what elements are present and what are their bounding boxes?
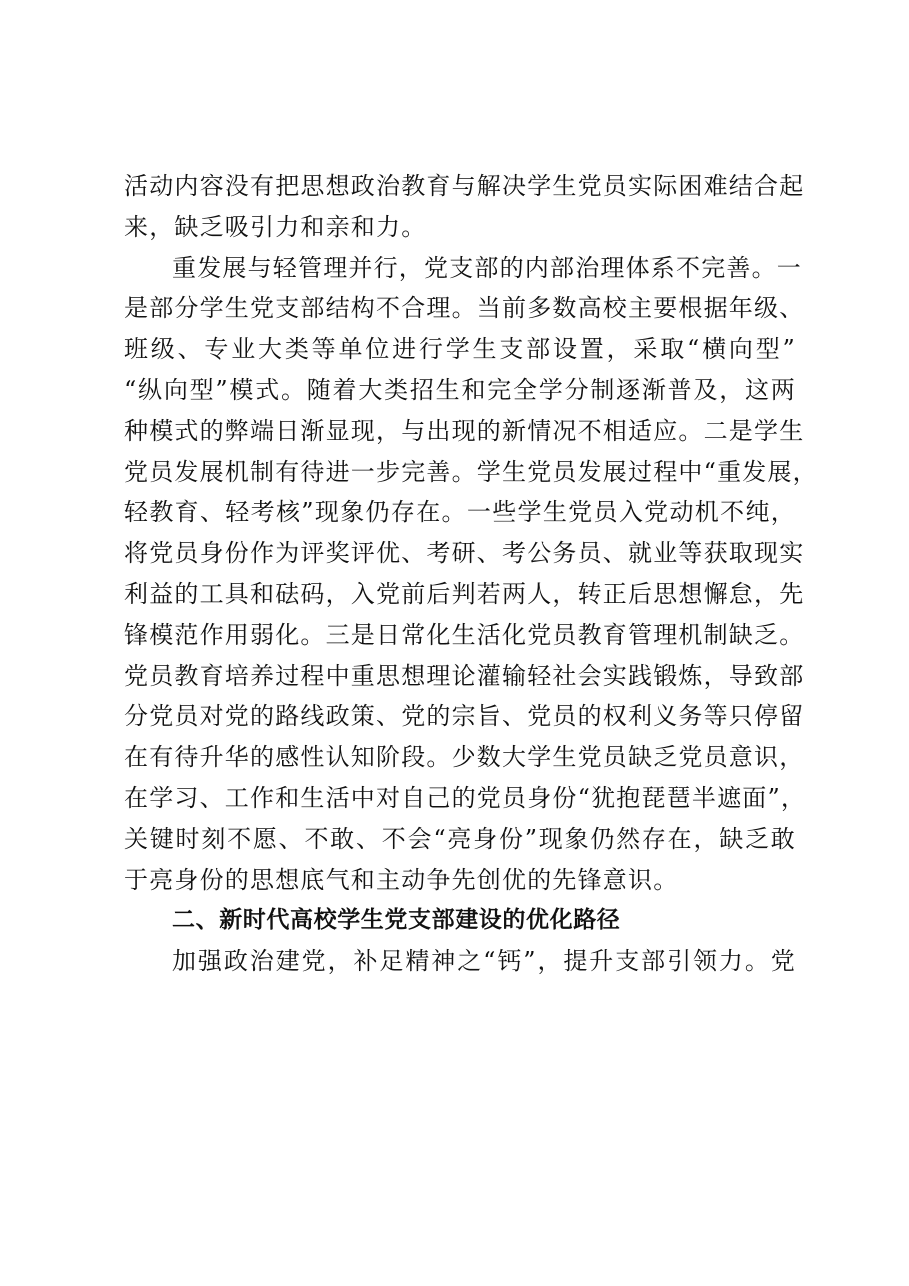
paragraph-line: 来，缺乏吸引力和亲和力。 [124,212,427,241]
paragraph-line: 加强政治建党，补足精神之“钙”，提升支部引领力。党 [172,947,796,976]
paragraph-line: 活动内容没有把思想政治教育与解决学生党员实际困难结合起 [124,172,805,200]
document-body [124,166,818,982]
paragraph-line: 轻教育、轻考核”现象仍存在。一些学生党员入党动机不纯， [124,498,796,527]
section-heading: 二、新时代高校学生党支部建设的优化路径 [172,907,621,934]
paragraph-line: 利益的工具和砝码，入党前后判若两人，转正后思想懈怠，先 [124,579,805,608]
paragraph-line: “纵向型”模式。随着大类招生和完全学分制逐渐普及，这两 [124,375,796,404]
paragraph-line: 关键时刻不愿、不敢、不会“亮身份”现象仍然存在，缺乏敢 [124,824,796,853]
paragraph-line: 党员发展机制有待进一步完善。学生党员发展过程中“重发展， [124,457,818,486]
paragraph-line: 种模式的弊端日渐显现，与出现的新情况不相适应。二是学生 [124,416,805,445]
paragraph-line: 重发展与轻管理并行，党支部的内部治理体系不完善。一 [172,253,802,282]
paragraph-line: 在学习、工作和生活中对自己的党员身份“犹抱琵琶半遮面”， [124,783,807,812]
paragraph-line: 班级、专业大类等单位进行学生支部设置，采取“横向型” [124,335,796,364]
paragraph-line: 将党员身份作为评奖评优、考研、考公务员、就业等获取现实 [124,539,805,568]
paragraph-line: 锋模范作用弱化。三是日常化生活化党员教育管理机制缺乏。 [124,620,805,649]
paragraph-line: 党员教育培养过程中重思想理论灌输轻社会实践锻炼，导致部 [124,661,805,690]
paragraph-line: 分党员对党的路线政策、党的宗旨、党员的权利义务等只停留 [124,702,805,731]
paragraph-line: 于亮身份的思想底气和主动争先创优的先锋意识。 [124,865,679,894]
paragraph-line: 是部分学生党支部结构不合理。当前多数高校主要根据年级、 [124,294,805,323]
paragraph-line: 在有待升华的感性认知阶段。少数大学生党员缺乏党员意识， [124,743,805,772]
